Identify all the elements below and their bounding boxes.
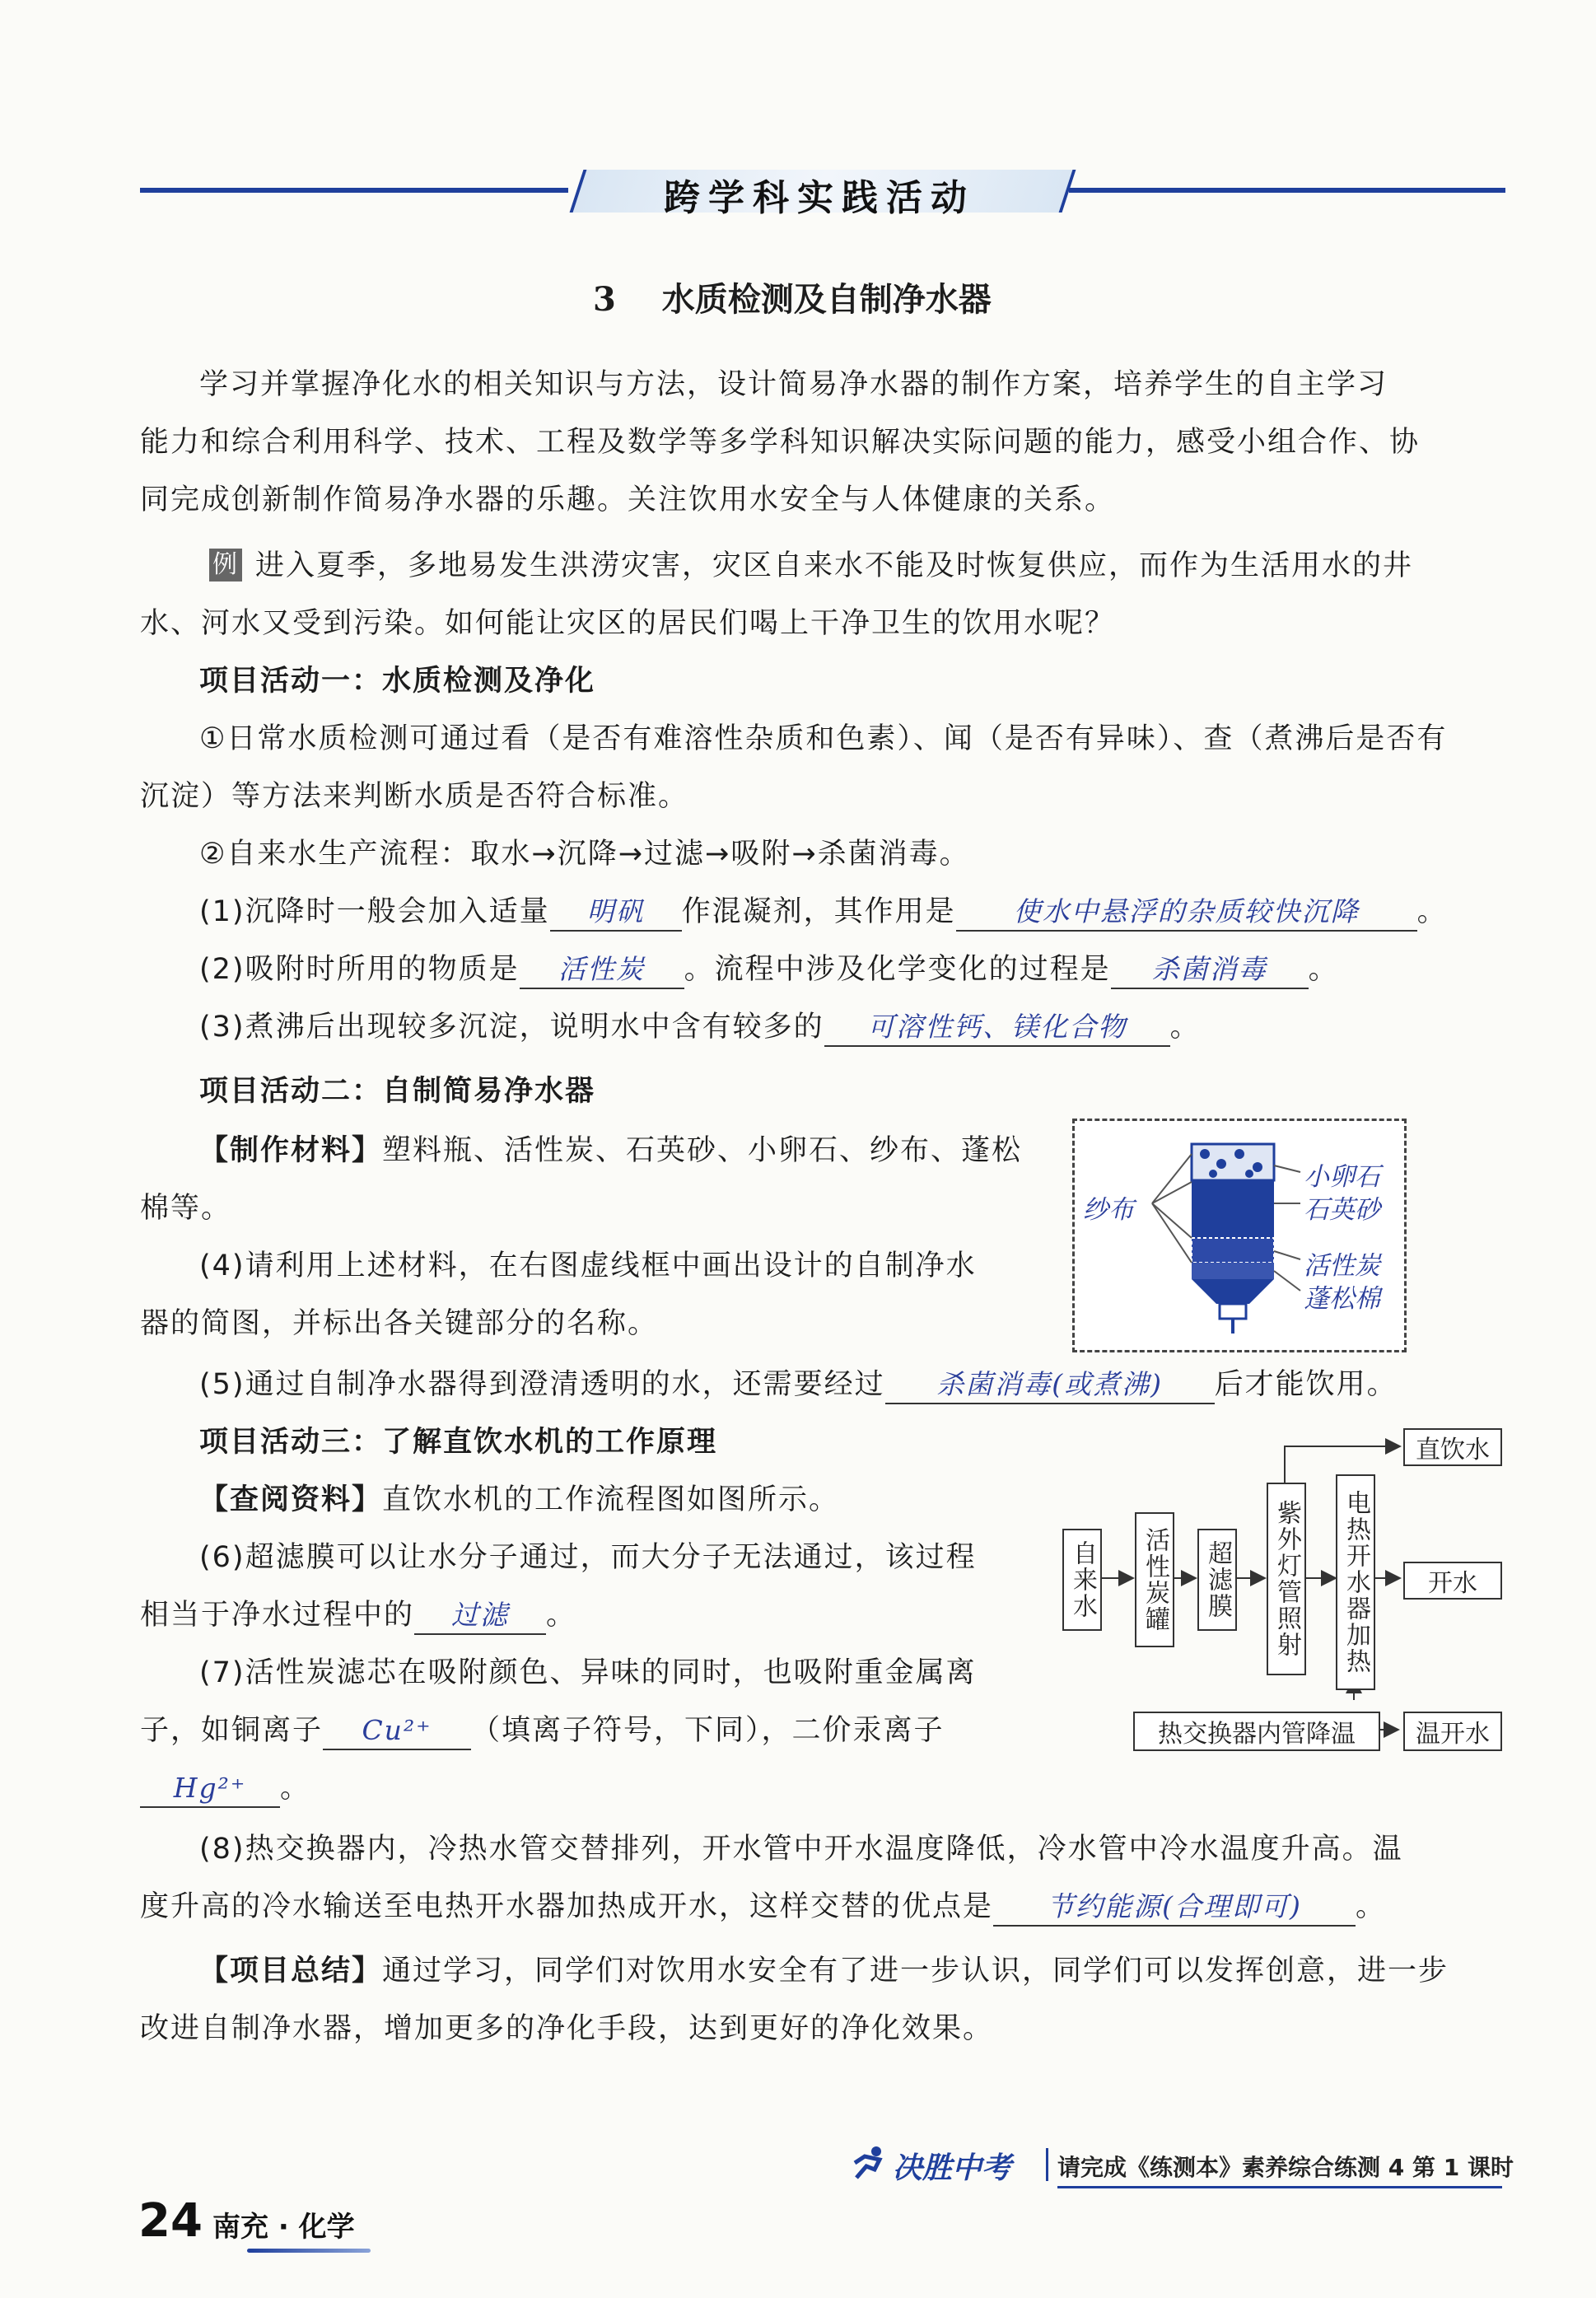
lookup-label: 【查阅资料】 [199,1483,383,1516]
question-4a: (4)请利用上述材料，在右图虚线框中画出设计的自制净水 [199,1249,977,1282]
summary-line-2: 改进自制净水器，增加更多的净化手段，达到更好的净化效果。 [140,2012,994,2045]
q8-answer[interactable]: 节约能源(合理即可) [993,1889,1356,1927]
flow-carbon-tank: 活性炭罐 [1135,1512,1174,1647]
header-rule-left [140,188,568,193]
flow-direct-drinking: 直饮水 [1403,1428,1502,1466]
pointer-line [1274,1271,1300,1291]
question-7b [140,1710,1046,1751]
q2-text-b: 。流程中涉及化学变化的过程是 [684,953,1111,986]
activity1-p1b: 沉淀）等方法来判断水质是否符合标准。 [140,780,689,813]
q5-text-b: 后才能饮用。 [1214,1368,1398,1401]
subject-underline [247,2249,371,2253]
q3-text-a: (3)煮沸后出现较多沉淀，说明水中含有较多的 [199,1011,824,1044]
footer-note: 请完成《练测本》素养综合练测 4 第 1 课时 [1057,2154,1514,2181]
footer-runner-icon [848,2145,889,2181]
q2-text-a: (2)吸附时所用的物质是 [199,953,520,986]
header-rule-right [1069,188,1505,193]
example-text-1: 进入夏季，多地易发生洪涝灾害，灾区自来水不能及时恢复供应，而作为生活用水的井 [255,549,1414,582]
q5-text-a: (5)通过自制净水器得到澄清透明的水，还需要经过 [199,1368,885,1401]
q1-text-c: 。 [1416,895,1448,928]
q7-text-b1: 子，如铜离子 [140,1714,324,1747]
label-carbon: 活性炭 [1304,1251,1380,1281]
page-number: 24 [138,2194,203,2248]
flow-boiled-water: 开水 [1403,1562,1502,1600]
q2-answer-2[interactable]: 杀菌消毒 [1111,951,1309,989]
pointer-line [1274,1251,1300,1259]
q1-answer-2[interactable]: 使水中悬浮的杂质较快沉降 [956,894,1417,932]
q8-text-b: 度升高的冷水输送至电热开水器加热成开水，这样交替的优点是 [140,1890,994,1923]
q3-answer[interactable]: 可溶性钙、镁化合物 [824,1009,1170,1047]
example-line-2: 水、河水又受到污染。如何能让灾区的居民们喝上干净卫生的饮用水呢？ [140,607,1116,640]
lookup-line [140,1479,1105,1520]
activity1-title: 项目活动一：水质检测及净化 [199,665,596,698]
activity1-p2: ②自来水生产流程：取水→沉降→过滤→吸附→杀菌消毒。 [199,838,970,871]
pebble-icon [1234,1149,1244,1159]
filter-figure[interactable] [1072,1119,1407,1352]
question-2 [140,949,1563,990]
flow-uv-lamp: 紫外灯管照射 [1267,1483,1306,1675]
pebble-icon [1245,1170,1253,1178]
question-4b: 器的简图，并标出各关键部分的名称。 [140,1307,659,1340]
pebble-icon [1216,1159,1226,1169]
bottle-carbon-layer [1192,1238,1274,1263]
q1-answer-1[interactable]: 明矾 [550,894,682,932]
pebble-icon [1209,1170,1217,1178]
subject-label: 南充 · 化学 [212,2211,355,2244]
example-line-1 [140,545,1578,586]
q6-text-b: 相当于净水过程中的 [140,1599,415,1632]
activity2-title: 项目活动二：自制简易净水器 [199,1075,596,1108]
summary-label: 【项目总结】 [199,1955,383,1987]
q7-answer-1[interactable]: Cu²⁺ [323,1712,471,1750]
flow-heat-exchanger: 热交换器内管降温 [1133,1712,1380,1751]
materials-text-a: 塑料瓶、活性炭、石英砂、小卵石、纱布、蓬松 [382,1134,1023,1167]
question-7a: (7)活性炭滤芯在吸附颜色、异味的同时，也吸附重金属离 [199,1656,977,1689]
intro-line-1: 学习并掌握净化水的相关知识与方法，设计简易净水器的制作方案，培养学生的自主学习 [199,368,1388,401]
materials-line-2: 棉等。 [140,1192,232,1225]
q3-text-b: 。 [1169,1011,1201,1044]
q1-text-b: 作混凝剂，其作用是 [681,895,956,928]
footer-brand: 决胜中考 [893,2151,1012,2185]
lesson-title [593,273,992,320]
q6-answer[interactable]: 过滤 [414,1597,546,1635]
q7-answer-2[interactable]: Hg²⁺ [140,1770,280,1808]
q8-text-c: 。 [1356,1890,1387,1923]
bottle-cap [1220,1304,1246,1319]
pebble-icon [1200,1149,1210,1159]
lesson-number: 3 [593,280,616,319]
summary-line-1 [140,1950,1563,1992]
footer-rule [1057,2186,1502,2188]
q5-answer[interactable]: 杀菌消毒(或煮沸) [885,1366,1215,1404]
question-1 [140,891,1563,932]
question-8b [140,1886,1504,1927]
q2-answer-1[interactable]: 活性炭 [520,951,684,989]
q2-text-c: 。 [1308,953,1339,986]
activity3-title: 项目活动三：了解直饮水机的工作原理 [199,1426,718,1459]
example-badge: 例 [209,549,242,582]
label-cotton: 蓬松棉 [1304,1284,1380,1314]
bottle-cotton-layer [1192,1263,1274,1279]
question-6b [140,1595,1046,1636]
bottle-sand-layer [1192,1180,1274,1238]
materials-line-1 [140,1130,1105,1171]
lookup-text: 直饮水机的工作流程图如图所示。 [382,1483,840,1516]
flow-ultrafiltration: 超滤膜 [1197,1529,1237,1631]
activity1-p1a: ①日常水质检测可通过看（是否有难溶性杂质和色素）、闻（是否有异味）、查（煮沸后是否有 [199,722,1448,755]
question-5 [140,1364,1563,1405]
materials-label: 【制作材料】 [199,1134,383,1167]
footer-divider [1046,2148,1048,2181]
question-8a: (8)热交换器内，冷热水管交替排列，开水管中开水温度降低，冷水管中冷水温度升高。温 [199,1833,1403,1866]
summary-text-a: 通过学习，同学们对饮用水安全有了进一步认识，同学们可以发挥创意，进一步 [382,1955,1449,1987]
lesson-title-text: 水质检测及自制净水器 [661,280,992,319]
intro-line-3: 同完成创新制作简易净水器的乐趣。关注饮用水安全与人体健康的关系。 [140,483,1116,516]
q7-text-c: 。 [280,1772,311,1805]
pointer-line [1152,1182,1192,1203]
label-sand: 石英砂 [1304,1195,1380,1225]
q1-text-a: (1)沉降时一般会加入适量 [199,895,550,928]
bottle-neck [1192,1279,1274,1304]
flow-warm-water: 温开水 [1403,1712,1502,1751]
pebble-icon [1253,1162,1262,1172]
question-3 [140,1007,1563,1048]
flow-electric-heater: 电热开水器加热 [1336,1474,1375,1690]
pointer-line [1274,1165,1300,1172]
q7-text-b2: （填离子符号，下同），二价汞离子 [471,1714,945,1747]
question-6a: (6)超滤膜可以让水分子通过，而大分子无法通过，该过程 [199,1541,977,1574]
flow-tap-water: 自来水 [1062,1529,1102,1631]
pointer-line [1152,1154,1192,1203]
intro-line-2: 能力和综合利用科学、技术、工程及数学等多学科知识解决实际问题的能力，感受小组合作、协 [140,426,1421,459]
label-gauze: 纱布 [1083,1195,1134,1225]
q6-text-c: 。 [546,1599,577,1632]
section-title: 跨学科实践活动 [664,177,975,219]
question-7c [140,1768,1046,1809]
label-pebble: 小卵石 [1304,1162,1380,1192]
